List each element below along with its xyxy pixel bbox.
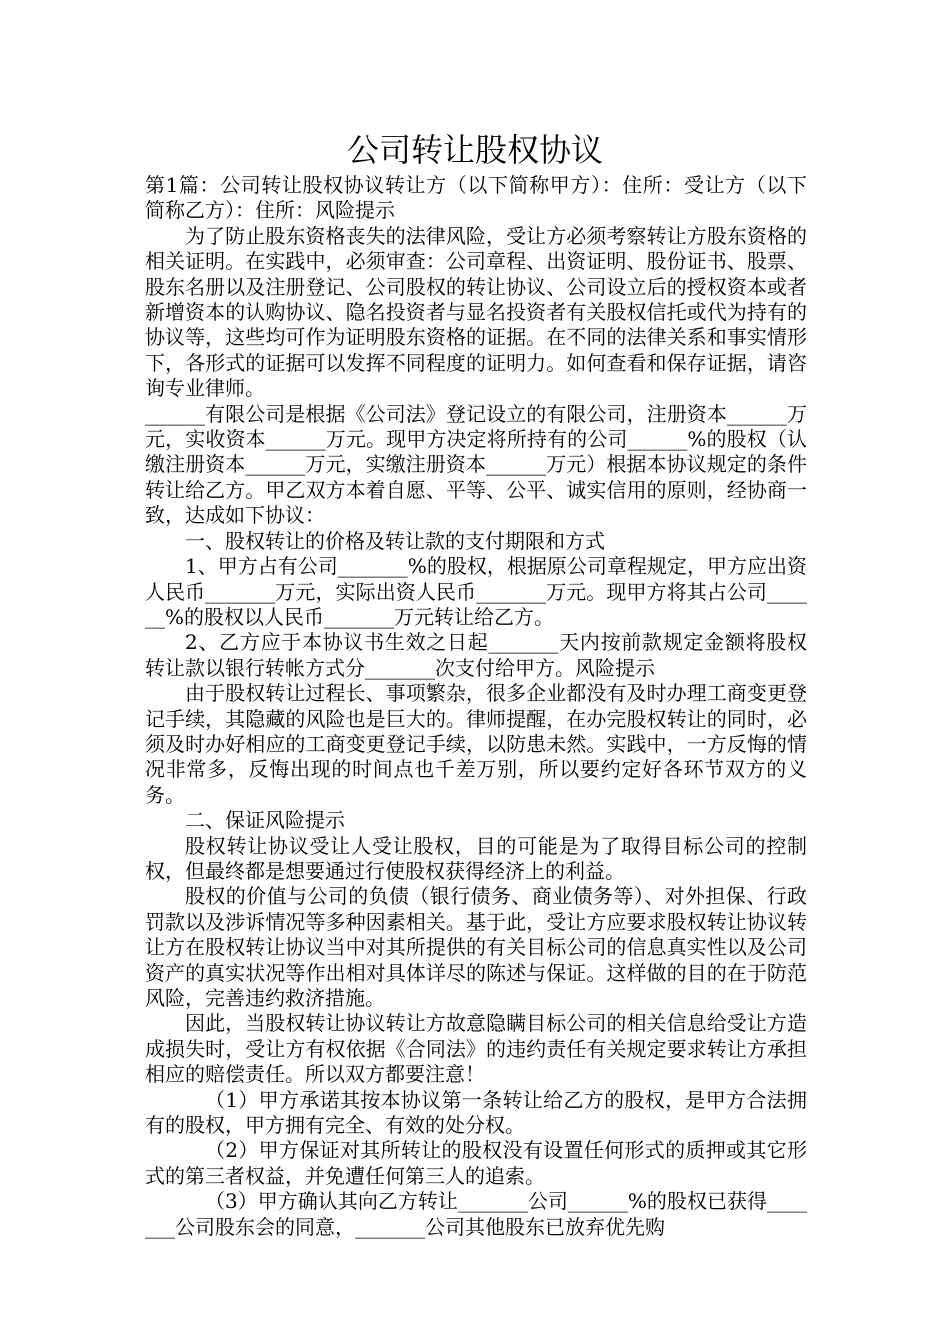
paragraph-company-registration: ______有限公司是根据《公司法》登记设立的有限公司，注册资本______万元，实收资本______万元。现甲方决定将所持有的公司______%的股权（认缴注册资本______万元，实缴注册资本______万元）根据本协议规定的条件转让给乙方。甲乙双方本着自愿、平等、公平、诚实信用的原则，经协商一致，达成如下协议：	[145, 401, 807, 528]
clause-warranty-3: （3）甲方确认其向乙方转让_______公司______%的股权已获得_______公司股东会的同意，_______公司其他股东已放弃优先购	[145, 1189, 807, 1239]
section-heading-guarantee-risk: 二、保证风险提示	[185, 808, 345, 833]
clause-warranty-2: （2）甲方保证对其所转让的股权没有设置任何形式的质押或其它形式的第三者权益，并免遭任何第三人的追索。	[145, 1138, 807, 1188]
paragraph-guarantee-liability: 因此，当股权转让协议转让方故意隐瞒目标公司的相关信息给受让方造成损失时，受让方有权依据《合同法》的违约责任有关规定要求转让方承担相应的赔偿责任。所以双方都要注意！	[145, 1011, 807, 1087]
paragraph-risk-shareholder-qualification: 为了防止股东资格丧失的法律风险，受让方必须考察转让方股东资格的相关证明。在实践中，必须审查：公司章程、出资证明、股份证书、股票、股东名册以及注册登记、公司股权的转让协议、公司设立后的授权资本或者新增资本的认购协议、隐名投资者与显名投资者有关股权信托或代为持有的协议等，这些均可作为证明股东资格的证据。在不同的法律关系和事实情形下，各形式的证据可以发挥不同程度的证明力。如何查看和保存证据，请咨询专业律师。	[145, 223, 807, 401]
document-title: 公司转让股权协议	[346, 131, 603, 169]
paragraph-guarantee-purpose: 股权转让协议受让人受让股权，目的可能是为了取得目标公司的控制权，但最终都是想要通过行使股权获得经济上的利益。	[145, 833, 807, 883]
clause-warranty-1: （1）甲方承诺其按本协议第一条转让给乙方的股权，是甲方合法拥有的股权，甲方拥有完全、有效的处分权。	[145, 1087, 807, 1138]
clause-1-equity-price: 1、甲方占有公司_______%的股权，根据原公司章程规定，甲方应出资人民币_______万元，实际出资人民币_______万元。现甲方将其占公司______%的股权以人民币_______万元转让给乙方。	[145, 554, 807, 629]
document-body	[145, 173, 807, 1240]
paragraph-guarantee-value: 股权的价值与公司的负债（银行债务、商业债务等）、对外担保、行政罚款以及涉诉情况等多种因素相关。基于此，受让方应要求股权转让协议转让方在股权转让协议当中对其所提供的有关目标公司的信息真实性以及公司资产的真实状况等作出相对具体详尽的陈述与保证。这样做的目的在于防范风险，完善违约救济措施。	[145, 884, 807, 1010]
section-heading-price-payment: 一、股权转让的价格及转让款的支付期限和方式	[185, 528, 605, 553]
paragraph-intro: 第1篇：公司转让股权协议转让方（以下简称甲方）：住所：受让方（以下简称乙方）：住所：风险提示	[145, 173, 807, 223]
clause-2-payment-term: 2、乙方应于本协议书生效之日起_______天内按前款规定金额将股权转让款以银行转帐方式分_______次支付给甲方。风险提示	[145, 630, 807, 680]
paragraph-risk-registration: 由于股权转让过程长、事项繁杂，很多企业都没有及时办理工商变更登记手续，其隐藏的风险也是巨大的。律师提醒，在办完股权转让的同时，必须及时办好相应的工商变更登记手续，以防患未然。实践中，一方反悔的情况非常多，反悔出现的时间点也千差万别，所以要约定好各环节双方的义务。	[145, 681, 807, 807]
